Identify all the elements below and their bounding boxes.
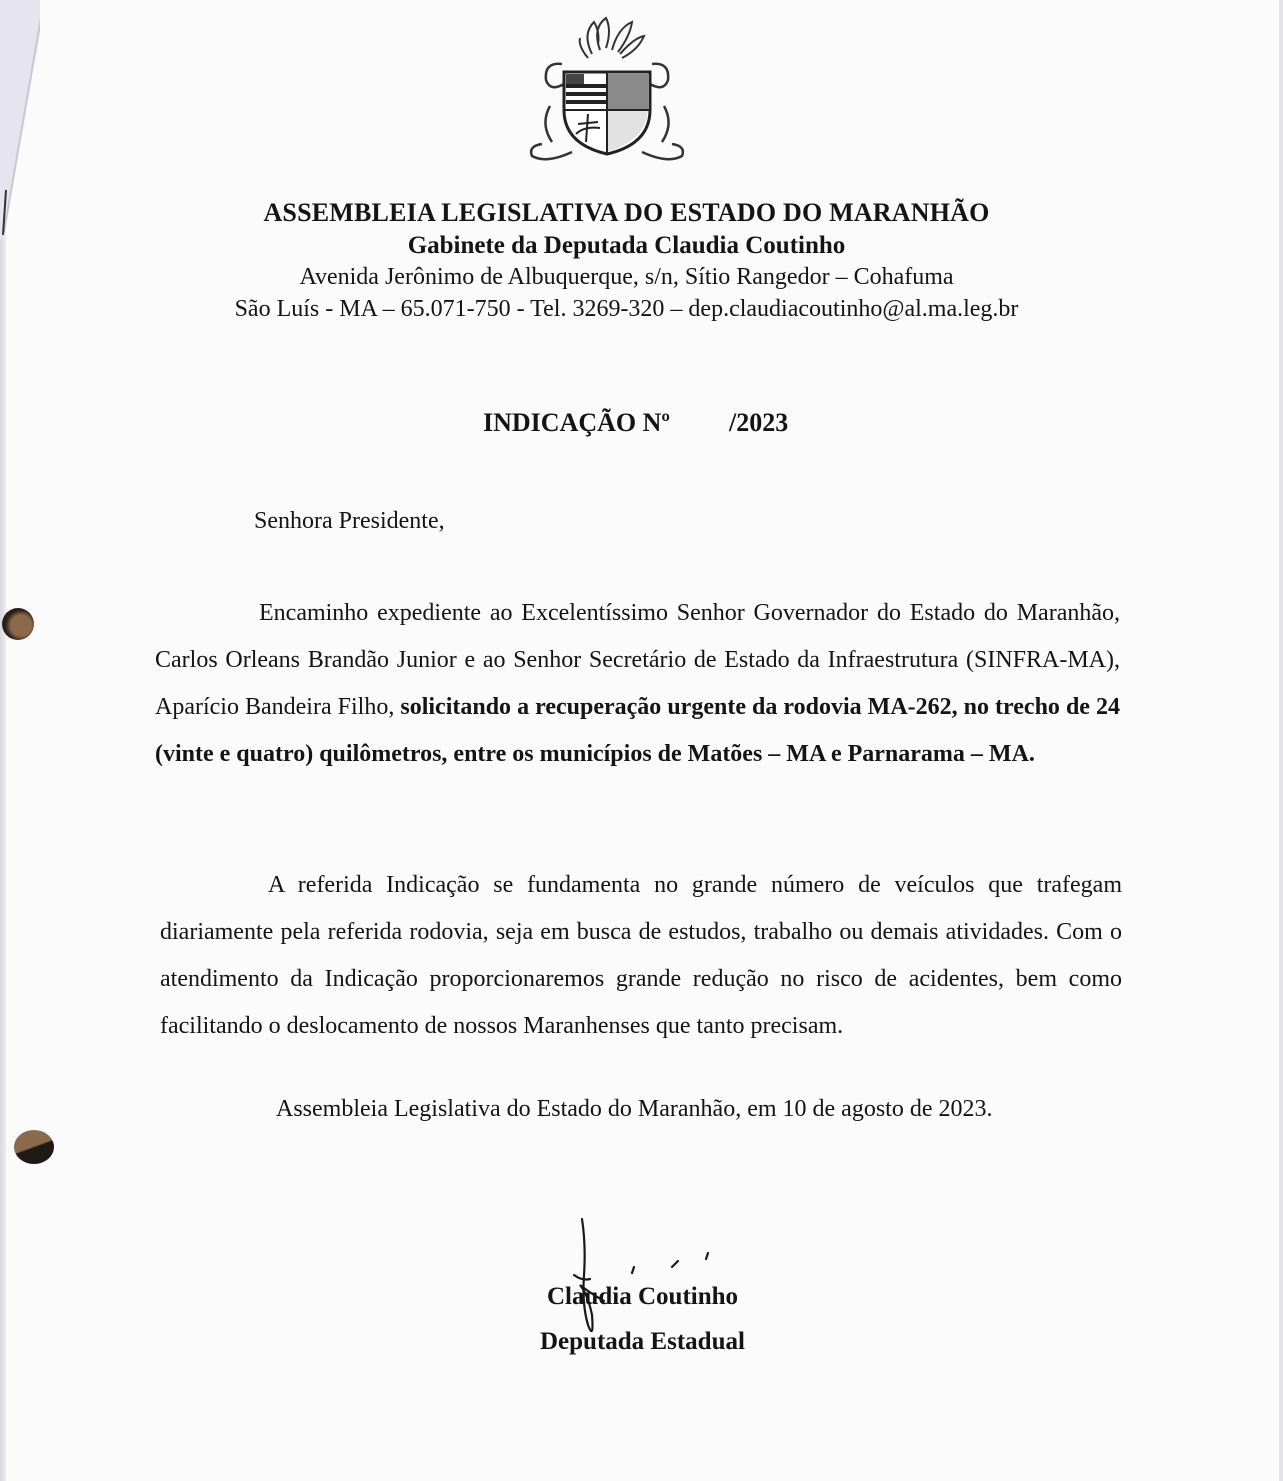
closing-date-line: Assembleia Legislativa do Estado do Maranhão, em 10 de agosto de 2023. — [276, 1096, 993, 1122]
office-name: Gabinete da Deputada Claudia Coutinho — [407, 232, 846, 259]
signatory-name: Claudia Coutinho — [547, 1283, 739, 1310]
paragraph-justification: A referida Indicação se fundamenta no grande número de veículos que trafegam diariamente pela referida rodovia, seja em busca de estudos, trabalho ou demais atividades. Com o atendimento da Indicação proporcionaremos grande redução no risco de acidentes, bem como facilitando o deslocamento de nossos Maranhenses que tanto precisam. — [160, 872, 1122, 1039]
punch-hole-bottom — [14, 1130, 54, 1164]
office-address: Avenida Jerônimo de Albuquerque, s/n, Sítio Rangedor – Cohafuma — [299, 264, 954, 290]
institution-name: ASSEMBLEIA LEGISLATIVA DO ESTADO DO MARANHÃO — [263, 198, 990, 227]
office-contact: São Luís - MA – 65.071-750 - Tel. 3269-320 – dep.claudiacoutinho@al.ma.leg.br — [234, 296, 1019, 322]
paragraph-request — [155, 590, 1120, 778]
punch-hole-top — [2, 608, 34, 640]
page-edge-right — [1279, 0, 1283, 1481]
document-title-label: INDICAÇÃO Nº — [483, 408, 670, 437]
paragraph-request-text: Encaminho expediente ao Excelentíssimo Senhor Governador do Estado do Maranhão, Carlos Orleans Brandão Junior e ao Senhor Secretário de Estado da Infraestrutura (SINFRA-MA), Aparício Bandeira Filho, — [155, 600, 1120, 720]
greeting: Senhora Presidente, — [254, 508, 445, 534]
document-title — [483, 408, 789, 438]
paragraph-request-bold: solicitando a recuperação urgente da rodovia MA-262, no trecho de 24 (vinte e quatro) quilômetros, entre os municípios de Matões – MA e Parnarama – MA. — [155, 694, 1120, 767]
coat-of-arms-icon — [522, 14, 692, 164]
document-number: /2023 — [729, 408, 789, 437]
signatory-role: Deputada Estadual — [540, 1328, 745, 1355]
